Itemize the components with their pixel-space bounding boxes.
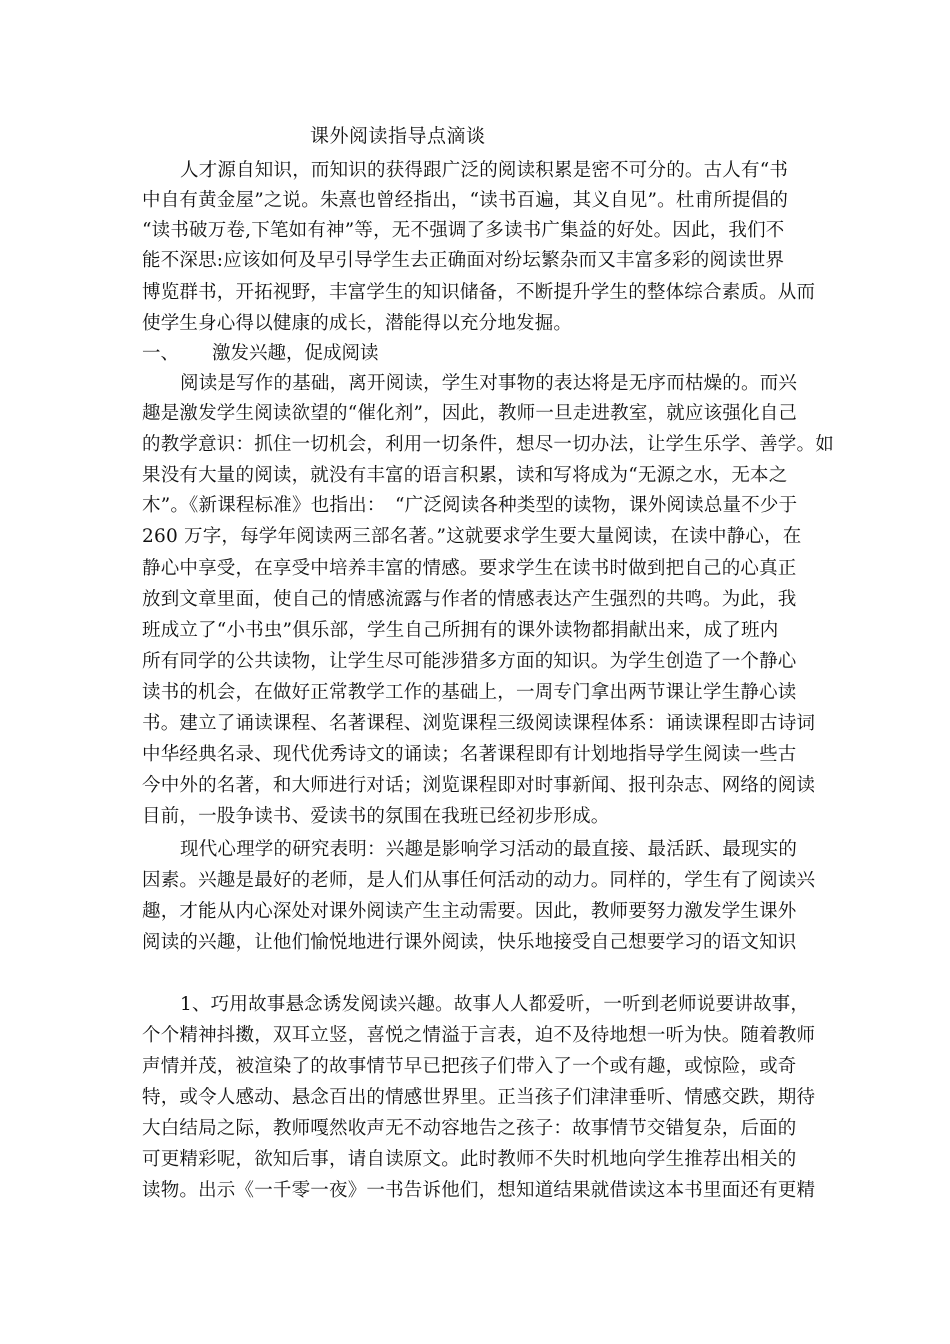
intro-line: 能不深思:应该如何及早引导学生去正确面对纷坛繁杂而又丰富多彩的阅读世界 — [142, 250, 785, 271]
paragraph-line: 木”。《新课程标准》也指出： “广泛阅读各种类型的读物，课外阅读总量不少于 — [142, 495, 798, 516]
paragraph-line: 可更精彩呢，欲知后事，请自读原文。此时教师不失时机地向学生推荐出相关的 — [142, 1149, 797, 1170]
intro-line: 中自有黄金屋”之说。朱熹也曾经指出，“读书百遍，其义自见”。杜甫所提倡的 — [142, 190, 789, 211]
paragraph-line: 目前，一股争读书、爱读书的氛围在我班已经初步形成。 — [142, 806, 610, 827]
paragraph-line: 大白结局之际，教师嘎然收声无不动容地告之孩子：故事情节交错复杂，后面的 — [142, 1118, 797, 1139]
paragraph-line: 现代心理学的研究表明：兴趣是影响学习活动的最直接、最活跃、最现实的 — [180, 839, 798, 860]
intro-line: 博览群书，开拓视野，丰富学生的知识储备，不断提升学生的整体综合素质。从而 — [142, 282, 816, 303]
paragraph-line: 特，或令人感动、悬念百出的情感世界里。正当孩子们津津垂听、情感交跌，期待 — [142, 1087, 816, 1108]
paragraph-line: 静心中享受，在享受中培养丰富的情感。要求学生在读书时做到把自己的心真正 — [142, 558, 797, 579]
paragraph-line: 个个精神抖擞，双耳立竖，喜悦之情溢于言表，迫不及待地想一听为快。随着教师 — [142, 1025, 816, 1046]
paragraph-line: 所有同学的公共读物，让学生尽可能涉猎多方面的知识。为学生创造了一个静心 — [142, 651, 797, 672]
paragraph-line: 书。建立了诵读课程、名著课程、浏览课程三级阅读课程体系：诵读课程即古诗词 — [142, 713, 816, 734]
paragraph-line: 1、巧用故事悬念诱发阅读兴趣。故事人人都爱听，一听到老师说要讲故事， — [180, 994, 810, 1015]
paragraph-line: 中华经典名录、现代优秀诗文的诵读；名著课程即有计划地指导学生阅读一些古 — [142, 744, 797, 765]
paragraph-line: 因素。兴趣是最好的老师，是人们从事任何活动的动力。同样的，学生有了阅读兴 — [142, 870, 816, 891]
paragraph-line: 的教学意识：抓住一切机会，利用一切条件，想尽一切办法，让学生乐学、善学。如 — [142, 434, 834, 455]
paragraph-line: 读物。出示《一千零一夜》一书告诉他们，想知道结果就借读这本书里面还有更精 — [142, 1180, 816, 1201]
paragraph-line: 果没有大量的阅读，就没有丰富的语言积累，读和写将成为“无源之水，无本之 — [142, 465, 788, 486]
intro-line: 人才源自知识，而知识的获得跟广泛的阅读积累是密不可分的。古人有“书 — [180, 160, 789, 181]
paragraph-line: 今中外的名著，和大师进行对话；浏览课程即对时事新闻、报刊杂志、网络的阅读 — [142, 775, 816, 796]
section-heading: 激发兴趣，促成阅读 — [212, 343, 379, 364]
paragraph-line: 读书的机会，在做好正常教学工作的基础上，一周专门拿出两节课让学生静心读 — [142, 682, 797, 703]
paragraph-line: 趣是激发学生阅读欲望的“催化剂”，因此，教师一旦走进教室，就应该强化自己 — [142, 403, 798, 424]
paragraph-line: 趣，才能从内心深处对课外阅读产生主动需要。因此，教师要努力激发学生课外 — [142, 901, 797, 922]
paragraph-line: 260 万字，每学年阅读两三部名著。”这就要求学生要大量阅读，在读中静心，在 — [142, 526, 802, 547]
paragraph-line: 阅读的兴趣，让他们愉悦地进行课外阅读，快乐地接受自己想要学习的语文知识 — [142, 932, 797, 953]
paragraph-line: 班成立了“小书虫”俱乐部，学生自己所拥有的课外读物都捐献出来，成了班内 — [142, 620, 779, 641]
paragraph-line: 声情并茂，被渲染了的故事情节早已把孩子们带入了一个或有趣，或惊险，或奇 — [142, 1056, 797, 1077]
section-number: 一、 — [142, 343, 180, 364]
intro-line: 使学生身心得以健康的成长，潜能得以充分地发掘。 — [142, 313, 573, 334]
intro-line: “读书破万卷,下笔如有神”等，无不强调了多读书广集益的好处。因此，我们不 — [142, 220, 785, 241]
document-title: 课外阅读指导点滴谈 — [310, 125, 486, 147]
paragraph-line: 阅读是写作的基础，离开阅读，学生对事物的表达将是无序而枯燥的。而兴 — [180, 373, 798, 394]
paragraph-line: 放到文章里面，使自己的情感流露与作者的情感表达产生强烈的共鸣。为此，我 — [142, 589, 797, 610]
